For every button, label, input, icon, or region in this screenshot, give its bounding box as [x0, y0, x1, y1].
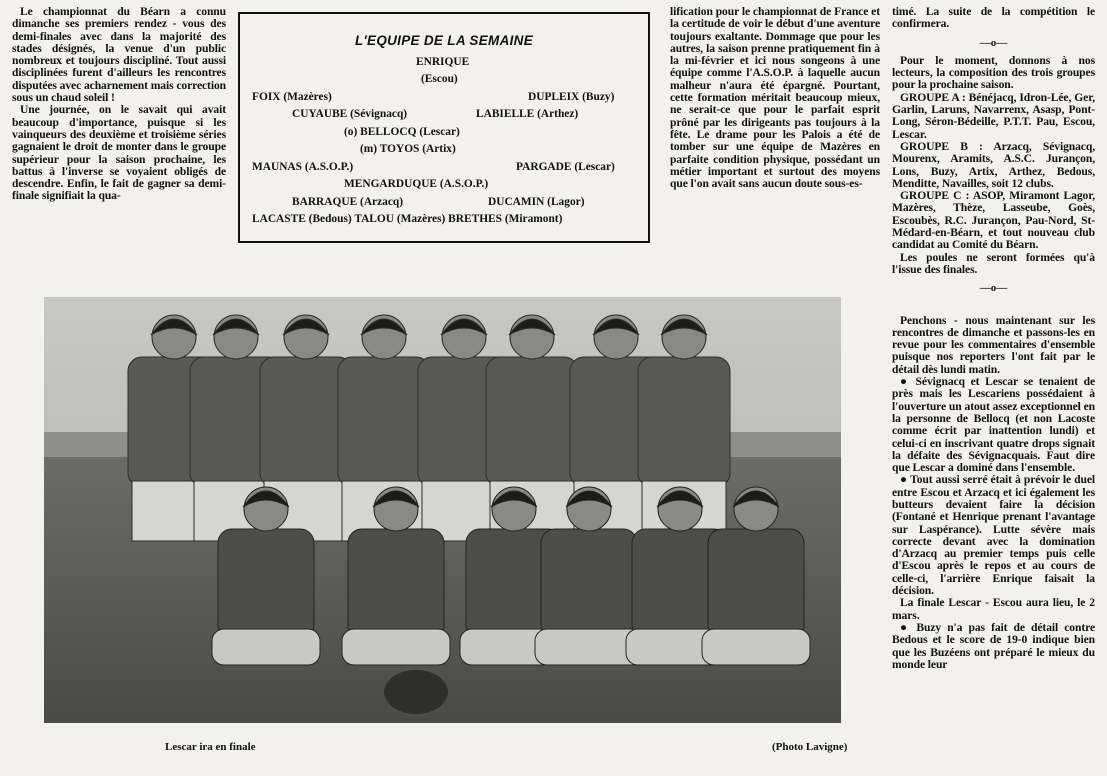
player-name: ENRIQUE: [416, 55, 470, 68]
article-column-4: [892, 6, 1095, 671]
paragraph-groups-intro: Pour le moment, donnons à nos lecteurs, la composition des trois groupes pour la prochaine saison.: [892, 53, 1095, 92]
team-row: [240, 54, 648, 72]
player-name: (o) BELLOCQ (Lescar): [344, 125, 460, 138]
paragraph-serre: ● Tout aussi serré était à prévoir le duel entre Escou et Arzacq et ici également les butteurs devaient faire la décision (Fontané et Henrique prenant l'avantage sur Laspérance). Lutte sévère mais correcte devant avec la domination d'Arzacq au premier temps puis celle d'Escou après le repos et au cours de celle-ci, l'arrière Enrique faisait la décision.: [892, 473, 1095, 598]
paragraph-group-b: GROUPE B : Arzacq, Sévignacq, Mourenx, Aramits, A.S.C. Jurançon, Lons, Buzy, Artix, Arthez, Bedous, Menditte, Navailles, soit 12 clubs.: [892, 139, 1095, 190]
team-of-the-week-box: [238, 12, 650, 243]
player-name: PARGADE (Lescar): [516, 160, 615, 173]
team-box-title: L'EQUIPE DE LA SEMAINE: [354, 33, 534, 48]
player-name: DUCAMIN (Lagor): [488, 195, 585, 208]
article-column-3: [670, 6, 880, 190]
team-row: [240, 159, 648, 177]
team-row: [240, 71, 648, 89]
article-column-1: [12, 6, 226, 203]
paragraph-penchons: Penchons - nous maintenant sur les rencontres de dimanche et passons-les en revue pour les commentaires d'ensemble puisque nos reporters l'ont fait par le détail dès lundi matin.: [892, 313, 1095, 376]
team-row: [240, 141, 648, 159]
paragraph: Le championnat du Béarn a connu dimanche ses premiers rendez - vous des demi-finales avec dans la majorité des stades désignés, la venue d'un public nombreux et toujours discipliné. Tout aussi disciplinées furent d'ailleurs les rencontres disputées avec acharnement mais correction sous un chaud soleil !: [12, 5, 226, 105]
paragraph-finale: La finale Lescar - Escou aura lieu, le 2 mars.: [892, 596, 1095, 622]
team-row: [240, 176, 648, 194]
player-name: LACASTE (Bedous) TALOU (Mazères) BRETHES (Miramont): [252, 213, 563, 225]
photo-caption: Lescar ira en finale: [165, 741, 256, 753]
team-row: [240, 194, 648, 212]
separator: —o—: [979, 282, 1008, 295]
paragraph: Une journée, on le savait qui avait beaucoup d'importance, puisque si les vainqueurs des deuxième et troisième séries gagnaient le droit de monter dans le groupe supérieur pour la saison prochaine, les battus à l'inverse se voyaient obligés de descendre. Enfin, le fait de gagner sa demi-finale signifiait la qua-: [12, 103, 226, 203]
player-name: FOIX (Mazères): [252, 90, 332, 103]
paragraph-group-c: GROUPE C : ASOP, Miramont Lagor, Mazères, Thèze, Lasseube, Goès, Escoubès, R.C. Jurançon, Pau-Nord, St-Médard-en-Béarn, et tout nouveau club candidat au Comité du Béarn.: [892, 189, 1095, 252]
paragraph-poules: Les poules ne seront formées qu'à l'issue des finales.: [892, 250, 1095, 276]
team-row: [240, 211, 648, 229]
separator: —o—: [979, 36, 1008, 49]
player-name: (Escou): [421, 73, 458, 85]
team-row: [240, 124, 648, 142]
team-photo: [44, 297, 841, 723]
paragraph-intro: timé. La suite de la compétition le confirmera.: [892, 5, 1095, 31]
photo-credit: (Photo Lavigne): [772, 741, 848, 753]
team-row: [240, 89, 648, 107]
player-name: DUPLEIX (Buzy): [528, 90, 615, 103]
player-name: LABIELLE (Arthez): [476, 108, 579, 120]
player-name: MENGARDUQUE (A.S.O.P.): [344, 178, 489, 190]
paragraph-sevignacq: ● Sévignacq et Lescar se tenaient de près mais les Lescariens possédaient à l'ouverture un atout assez exceptionnel en la personne de Bellocq (et non Lacoste comme écrit par inattention lundi) et celui-ci en inscrivant quatre drops signait la défaite des Sévignacquais. Faut dire que Lescar a dominé dans l'ensemble.: [892, 375, 1095, 475]
player-name: BARRAQUE (Arzacq): [292, 195, 404, 208]
player-name: CUYAUBE (Sévignacq): [292, 108, 408, 120]
paragraph-buzy: ● Buzy n'a pas fait de détail contre Bedous et le score de 19-0 indique bien que les Buzéens ont préparé le mieux du monde leur: [892, 620, 1095, 671]
player-name: (m) TOYOS (Artix): [360, 143, 456, 155]
headline-fragment-left: [250, 0, 640, 8]
team-photo-illustration: [44, 297, 841, 723]
team-row: [240, 106, 648, 124]
player-name: MAUNAS (A.S.O.P.): [252, 160, 354, 173]
team-lineup: [240, 54, 648, 229]
paragraph-group-a: GROUPE A : Bénéjacq, Idron-Lée, Ger, Garlin, Laruns, Navarrenx, Asasp, Pont-Long, Séron-Bédeille, P.T.T. Pau, Escou, Lescar.: [892, 90, 1095, 141]
paragraph: lification pour le championnat de France et la certitude de voir le début d'une aventure toujours exaltante. Dommage que pour les autres, la saison prenne pratiquement fin à la mi-février et ici nous songeons à une équipe comme l'A.S.O.P. à laquelle aucun malheur n'aura été épargné. Pourtant, cette formation méritait beaucoup mieux, ne serait-ce que pour le parfait esprit prôné par les dirigeants pas toujours à la fête. Le drame pour les Palois a été de tomber sur une équipe de Mazères en parfaite condition physique, possédant un métier important et surtout des moyens que l'on avait sans aucun doute sous-es-: [670, 5, 880, 191]
